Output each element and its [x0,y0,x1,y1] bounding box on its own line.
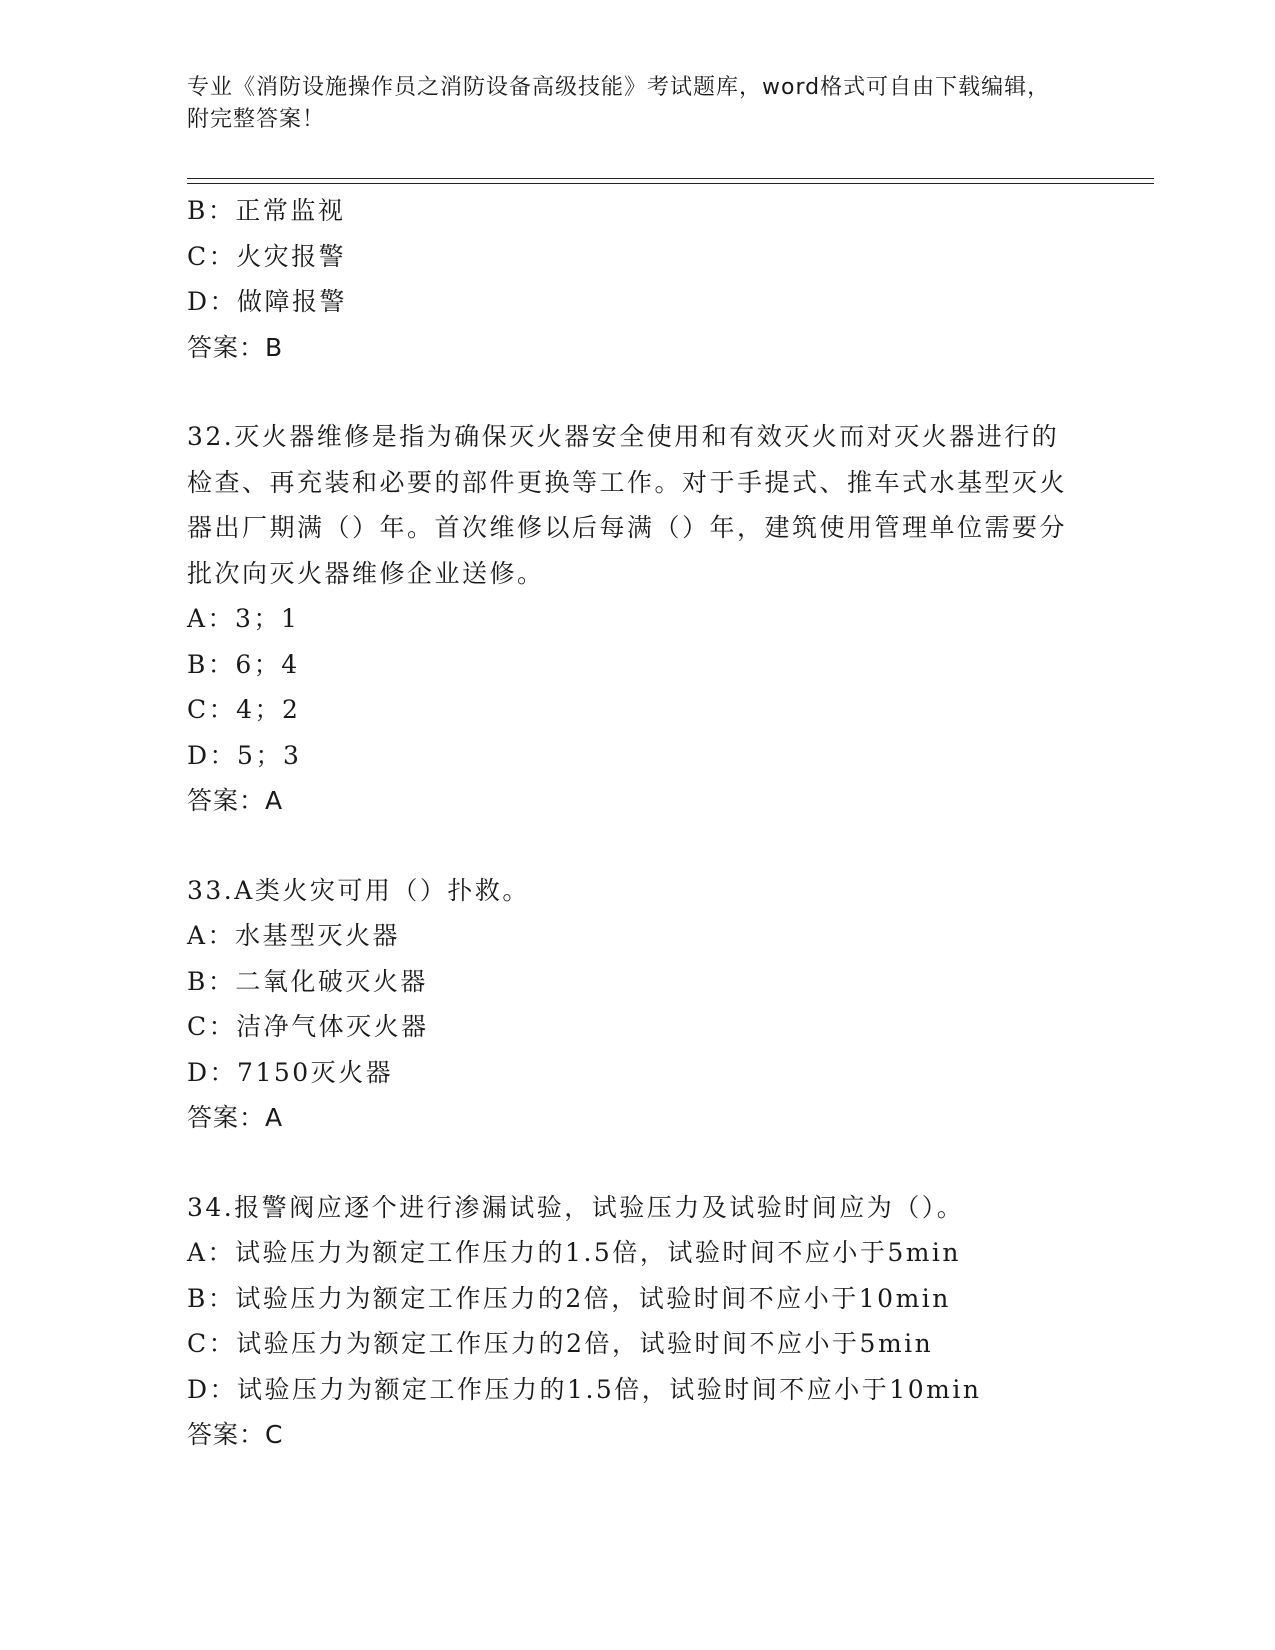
spacer [187,1141,1087,1185]
option-d: D：7150灭火器 [187,1057,394,1087]
document-header: 专业《消防设施操作员之消防设备高级技能》考试题库，word格式可自由下载编辑，附完整答案！ [187,75,1051,132]
option-d: D：5；3 [187,740,302,770]
option-c: C：洁净气体灭火器 [187,1012,429,1041]
question-text: 33.A类火灾可用（）扑救。 [187,875,530,905]
question-33 [187,868,1087,1141]
option-a: A：试验压力为额定工作压力的1.5倍，试验时间不应小于5min [187,1238,962,1267]
option-c: C：试验压力为额定工作压力的2倍，试验时间不应小于5min [187,1329,934,1358]
option-d: D：做障报警 [187,287,348,316]
question-32 [187,414,1087,824]
header-rule-bottom [187,183,1154,184]
option-b: B：二氧化破灭火器 [187,966,428,996]
answer-line: 答案：B [187,332,284,362]
option-b: B：试验压力为额定工作压力的2倍，试验时间不应小于10min [187,1283,951,1313]
answer-line: 答案：A [187,786,284,815]
question-text: 32.灭火器维修是指为确保灭火器安全使用和有效灭火而对灭火器进行的检查、再充装和必要的部件更换等工作。对于手提式、推车式水基型灭火器出厂期满（）年。首次维修以后每满（）年，建筑使用管理单位需要分批次向灭火器维修企业送修。 [187,422,1068,588]
spacer [187,370,1087,414]
previous-question-tail [187,188,1087,370]
option-d: D：试验压力为额定工作压力的1.5倍，试验时间不应小于10min [187,1374,982,1404]
option-b: B：正常监视 [187,196,346,225]
header-rule-top [187,178,1154,179]
spacer [187,824,1087,868]
option-c: C：火灾报警 [187,241,347,271]
question-34 [187,1185,1087,1458]
question-list [187,188,1087,1458]
question-text: 34.报警阀应逐个进行渗漏试验，试验压力及试验时间应为（）。 [187,1192,965,1222]
option-a: A：3；1 [187,604,300,633]
answer-line: 答案：A [187,1103,284,1132]
answer-line: 答案：C [187,1420,284,1449]
option-a: A：水基型灭火器 [187,921,401,950]
option-b: B：6；4 [187,649,300,679]
option-c: C：4；2 [187,695,301,724]
